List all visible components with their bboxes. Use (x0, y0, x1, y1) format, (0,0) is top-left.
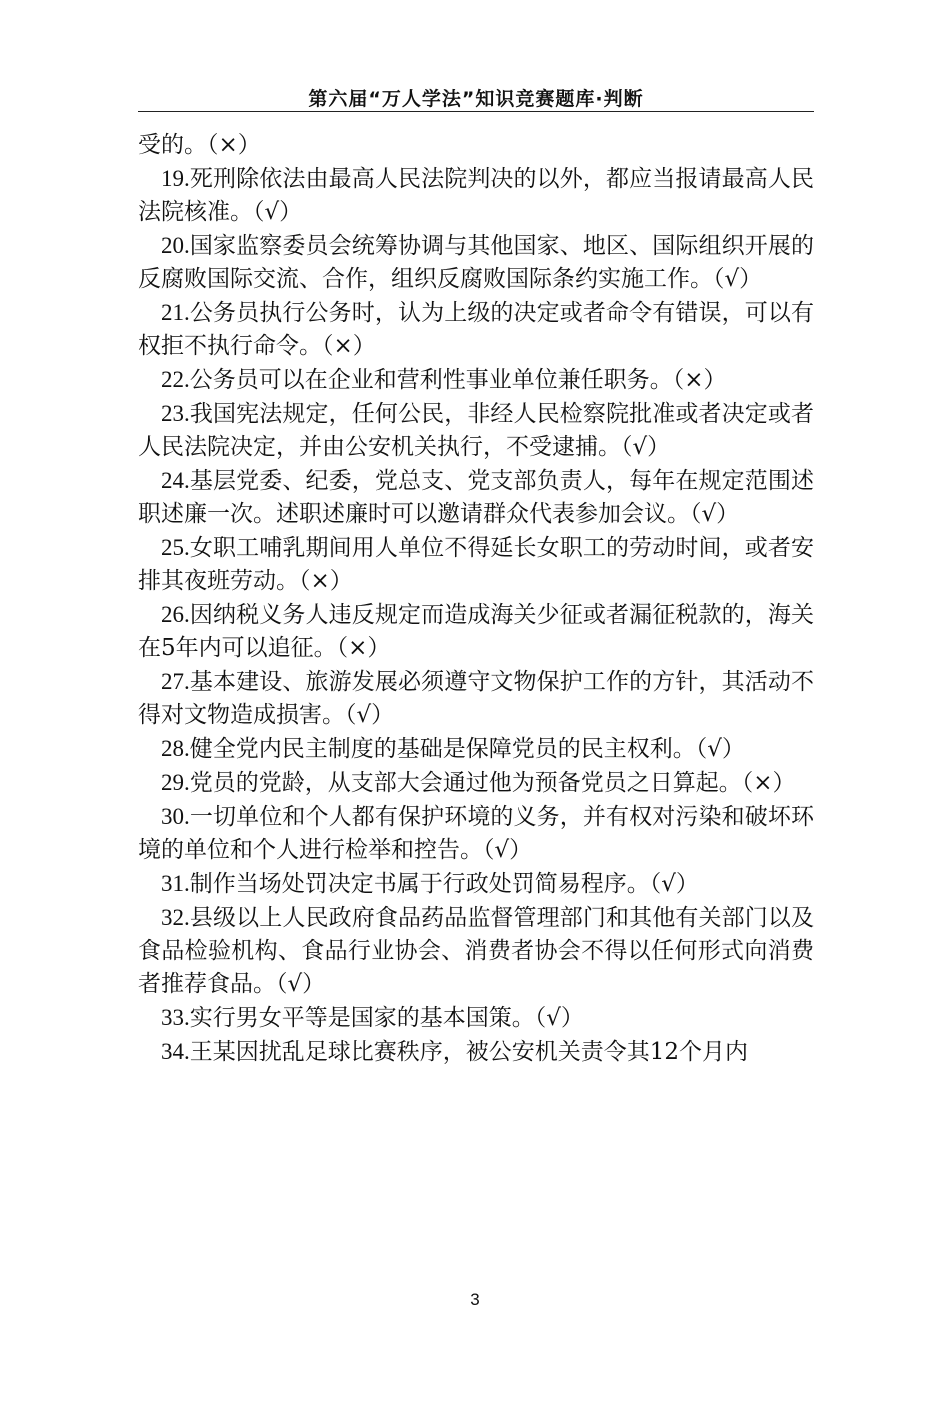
question-item (138, 464, 814, 531)
question-text: 死刑除依法由最高人民法院判决的以外，都应当报请最高人民法院核准。（√） (138, 166, 814, 225)
question-item (138, 598, 814, 665)
question-item (138, 665, 814, 732)
question-text: 女职工哺乳期间用人单位不得延长女职工的劳动时间，或者安排其夜班劳动。（×） (138, 535, 814, 594)
page-number: 3 (470, 1290, 480, 1309)
question-text: 受的。（×） (138, 132, 261, 158)
header-rule (138, 111, 814, 112)
question-number: 34. (161, 1039, 190, 1064)
question-item (138, 766, 814, 800)
question-number: 29. (161, 770, 190, 795)
question-text: 制作当场处罚决定书属于行政处罚简易程序。（√） (189, 871, 699, 897)
question-number: 26. (161, 602, 190, 627)
question-number: 20. (161, 233, 190, 258)
question-item (138, 867, 814, 901)
question-item (138, 732, 814, 766)
question-item (138, 1035, 814, 1069)
question-text: 王某因扰乱足球比赛秩序，被公安机关责令其12个月内 (189, 1039, 749, 1065)
question-item (138, 800, 814, 867)
question-number: 24. (161, 468, 190, 493)
question-text: 县级以上人民政府食品药品监督管理部门和其他有关部门以及食品检验机构、食品行业协会、消费者协会不得以任何形式向消费者推荐食品。（√） (138, 905, 814, 997)
question-text: 国家监察委员会统筹协调与其他国家、地区、国际组织开展的反腐败国际交流、合作，组织反腐败国际条约实施工作。（√） (138, 233, 814, 292)
question-text: 我国宪法规定，任何公民，非经人民检察院批准或者决定或者人民法院决定，并由公安机关执行，不受逮捕。（√） (138, 401, 814, 460)
question-number: 31. (161, 871, 190, 896)
question-text: 因纳税义务人违反规定而造成海关少征或者漏征税款的，海关在5年内可以追征。（×） (138, 602, 814, 661)
question-item (138, 363, 814, 397)
question-item (138, 162, 814, 229)
question-text: 公务员执行公务时，认为上级的决定或者命令有错误，可以有权拒不执行命令。（×） (138, 300, 814, 359)
question-text: 基本建设、旅游发展必须遵守文物保护工作的方针，其活动不得对文物造成损害。（√） (138, 669, 814, 728)
question-item (138, 1001, 814, 1035)
question-number: 30. (161, 804, 190, 829)
question-number: 33. (161, 1005, 190, 1030)
question-item (138, 229, 814, 296)
question-number: 28. (161, 736, 190, 761)
question-text: 健全党内民主制度的基础是保障党员的民主权利。（√） (189, 736, 745, 762)
question-number: 27. (161, 669, 190, 694)
question-number: 25. (161, 535, 190, 560)
question-number: 19. (161, 166, 190, 191)
question-item (138, 531, 814, 598)
question-number: 21. (161, 300, 190, 325)
question-text: 实行男女平等是国家的基本国策。（√） (189, 1005, 584, 1031)
question-item (138, 296, 814, 363)
question-text: 公务员可以在企业和营利性事业单位兼任职务。（×） (189, 367, 727, 393)
page-header-title: 第六届“万人学法”知识竞赛题库·判断 (308, 88, 644, 110)
question-text: 基层党委、纪委，党总支、党支部负责人，每年在规定范围述职述廉一次。述职述廉时可以邀请群众代表参加会议。（√） (138, 468, 814, 527)
question-item (138, 128, 814, 162)
question-number: 22. (161, 367, 190, 392)
question-list (138, 128, 814, 1069)
question-item (138, 397, 814, 464)
question-text: 一切单位和个人都有保护环境的义务，并有权对污染和破坏环境的单位和个人进行检举和控告。（√） (138, 804, 814, 863)
question-number: 32. (161, 905, 190, 930)
question-item (138, 901, 814, 1001)
question-number: 23. (161, 401, 190, 426)
question-text: 党员的党龄，从支部大会通过他为预备党员之日算起。（×） (189, 770, 796, 796)
